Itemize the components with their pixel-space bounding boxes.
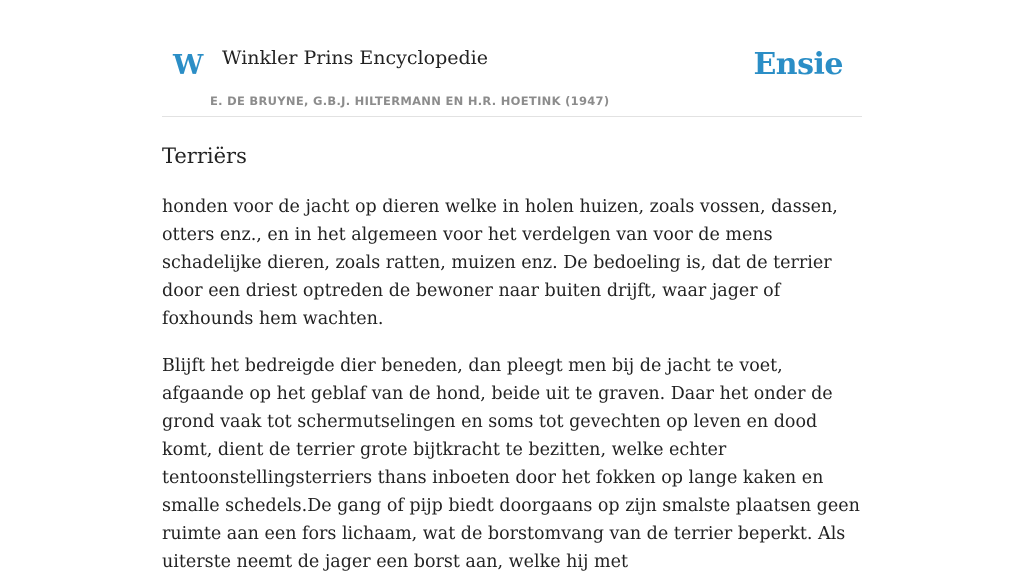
article-paragraph: honden voor de jacht op dieren welke in holen huizen, zoals vossen, dassen, otters enz., en in het algemeen voor het verdelgen van voor de mens schadelijke dieren, zoals ratten, muizen enz. De bedoeling is, dat de terrier door een driest optreden de bewoner naar buiten drijft, waar jager of foxhounds hem wachten. <box>162 197 838 329</box>
content-column <box>162 0 862 576</box>
publication-authors: E. DE BRUYNE, G.B.J. HILTERMANN EN H.R. HOETINK (1947) <box>210 94 610 108</box>
publication-logo[interactable]: W <box>173 50 204 81</box>
ensie-logo[interactable]: Ensie <box>753 47 843 82</box>
article-paragraph: Blijft het bedreigde dier beneden, dan pleegt men bij de jacht te voet, afgaande op het geblaf van de hond, beide uit te graven. Daar het onder de grond vaak tot schermutselingen en soms tot gevechten op leven en dood komt, dient de terrier grote bijtkracht te bezitten, welke echter tentoonstellingsterriers thans inboeten door het fokken op lange kaken en smalle schedels.De gang of pijp biedt doorgaans op zijn smalste plaatsen geen ruimte aan een fors lichaam, wat de borstomvang van de terrier beperkt. Als uiterste neemt de jager een borst aan, welke hij met <box>162 356 860 572</box>
publication-title[interactable]: Winkler Prins Encyclopedie <box>222 47 488 69</box>
site-header <box>162 0 862 117</box>
article-title: Terriërs <box>162 144 247 168</box>
